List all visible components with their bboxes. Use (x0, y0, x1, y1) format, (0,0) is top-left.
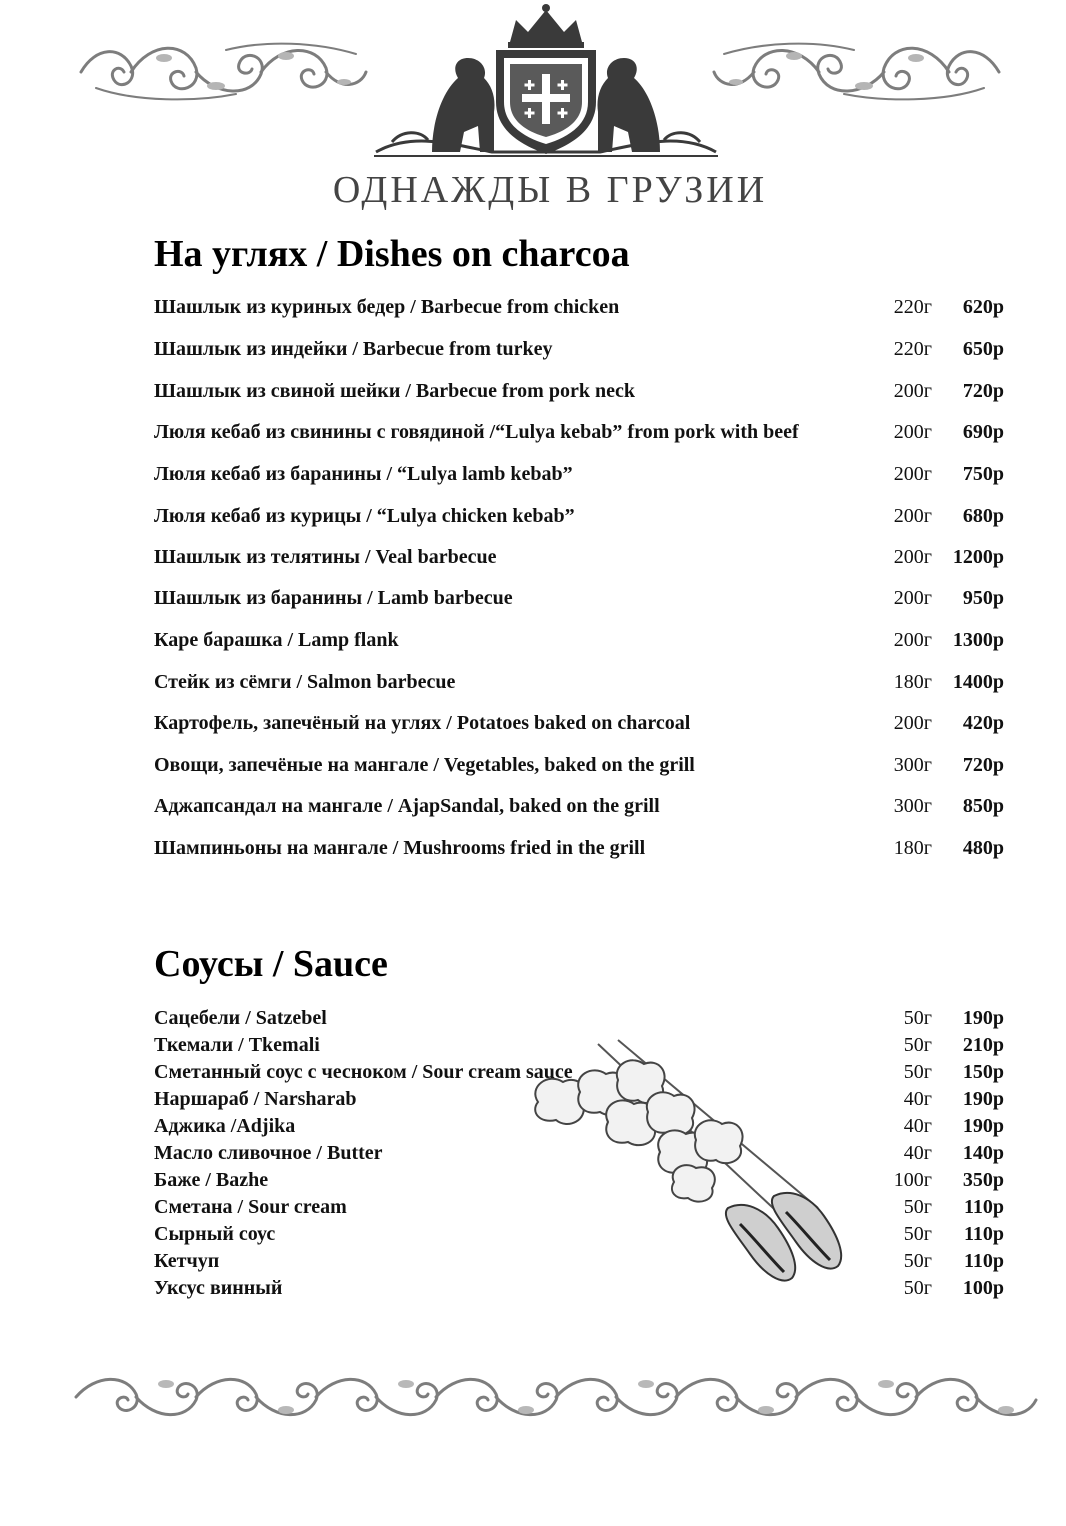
menu-item-weight: 300г (893, 754, 932, 776)
menu-item-price: 1300р (952, 629, 1004, 651)
menu-item-weight: 40г (903, 1115, 932, 1137)
baroque-ornament-right-icon (706, 36, 1004, 108)
menu-item-name: Стейк из сёмги / Salmon barbecue (154, 671, 456, 693)
menu-item (154, 1223, 1004, 1253)
menu-item-name: Шашлык из индейки / Barbecue from turkey (154, 338, 553, 360)
menu-item (154, 629, 1004, 659)
menu-item-weight: 200г (893, 712, 932, 734)
menu-item-price: 150р (962, 1061, 1004, 1083)
menu-item-name: Каре барашка / Lamp flank (154, 629, 399, 651)
menu-item-price: 690р (962, 421, 1004, 443)
menu-item-price: 720р (962, 754, 1004, 776)
menu-item-price: 100р (962, 1277, 1004, 1299)
menu-item-price: 190р (962, 1007, 1004, 1029)
menu-item-weight: 200г (893, 380, 932, 402)
menu-item-weight: 50г (903, 1034, 932, 1056)
menu-item-weight: 50г (903, 1223, 932, 1245)
menu-item-price: 110р (963, 1250, 1004, 1272)
menu-item-price: 480р (962, 837, 1004, 859)
menu-item-price: 850р (962, 795, 1004, 817)
menu-item (154, 505, 1004, 535)
menu-item-name: Люля кебаб из курицы / “Lulya chicken kebab” (154, 505, 575, 527)
menu-item-price: 210р (962, 1034, 1004, 1056)
menu-item-weight: 220г (893, 338, 932, 360)
menu-item-price: 650р (962, 338, 1004, 360)
menu-item (154, 338, 1004, 368)
menu-item-name: Люля кебаб из свинины с говядиной /“Lulya kebab” from pork with beef (154, 421, 799, 443)
menu-item (154, 1061, 1004, 1091)
menu-item (154, 1115, 1004, 1145)
menu-item (154, 1250, 1004, 1280)
menu-item-weight: 50г (903, 1250, 932, 1272)
menu-item (154, 1007, 1004, 1037)
menu-item (154, 1277, 1004, 1307)
menu-item-price: 190р (962, 1115, 1004, 1137)
menu-item-name: Шашлык из куриных бедер / Barbecue from chicken (154, 296, 620, 318)
menu-item-price: 720р (962, 380, 1004, 402)
menu-item-price: 420р (962, 712, 1004, 734)
menu-item-weight: 180г (893, 837, 932, 859)
menu-item-weight: 50г (903, 1007, 932, 1029)
menu-item (154, 463, 1004, 493)
section-title-charcoal: На углях / Dishes on charcoa (154, 233, 630, 275)
menu-item-weight: 200г (893, 505, 932, 527)
menu-item-price: 110р (963, 1223, 1004, 1245)
menu-item-weight: 40г (903, 1088, 932, 1110)
menu-item (154, 754, 1004, 784)
menu-item (154, 421, 1004, 451)
menu-item (154, 671, 1004, 701)
menu-item-price: 350р (962, 1169, 1004, 1191)
baroque-ornament-left-icon (76, 36, 371, 108)
menu-item-weight: 180г (893, 671, 932, 693)
crest-lions-shield-crown-icon (372, 2, 720, 160)
menu-item-weight: 200г (893, 546, 932, 568)
menu-item-weight: 200г (893, 463, 932, 485)
baroque-scroll-border-icon (70, 1368, 1042, 1426)
menu-item-price: 1200р (952, 546, 1004, 568)
menu-item-weight: 40г (903, 1142, 932, 1164)
menu-item (154, 1196, 1004, 1226)
menu-item-weight: 200г (893, 421, 932, 443)
menu-item-name: Ткемали / Tkemali (154, 1034, 320, 1056)
menu-item-name: Кетчуп (154, 1250, 220, 1272)
menu-item (154, 546, 1004, 576)
menu-item-name: Овощи, запечёные на мангале / Vegetables, baked on the grill (154, 754, 695, 776)
menu-item-name: Шашлык из телятины / Veal barbecue (154, 546, 497, 568)
menu-item-weight: 50г (903, 1196, 932, 1218)
menu-item-name: Шашлык из свиной шейки / Barbecue from pork neck (154, 380, 635, 402)
menu-item-weight: 200г (893, 587, 932, 609)
menu-item (154, 837, 1004, 867)
menu-item-price: 750р (962, 463, 1004, 485)
menu-item-name: Наршараб / Narsharab (154, 1088, 357, 1110)
menu-item-name: Люля кебаб из баранины / “Lulya lamb kebab” (154, 463, 573, 485)
menu-item-price: 1400р (952, 671, 1004, 693)
menu-item-name: Шампиньоны на мангале / Mushrooms fried in the grill (154, 837, 646, 859)
menu-item-price: 140р (962, 1142, 1004, 1164)
menu-item-name: Сметанный соус с чесноком / Sour cream sauce (154, 1061, 573, 1083)
menu-item (154, 1088, 1004, 1118)
menu-item-name: Сырный соус (154, 1223, 276, 1245)
menu-item-weight: 100г (893, 1169, 932, 1191)
menu-item-price: 950р (962, 587, 1004, 609)
menu-item-name: Сметана / Sour cream (154, 1196, 347, 1218)
restaurant-name: ОДНАЖДЫ В ГРУЗИИ (332, 169, 768, 211)
menu-item-name: Масло сливочное / Butter (154, 1142, 383, 1164)
menu-item-name: Аджика /Adjika (154, 1115, 296, 1137)
menu-item (154, 795, 1004, 825)
menu-item (154, 1142, 1004, 1172)
menu-item-weight: 220г (893, 296, 932, 318)
menu-item-name: Сацебели / Satzebel (154, 1007, 327, 1029)
menu-item (154, 1169, 1004, 1199)
menu-item-name: Баже / Bazhe (154, 1169, 269, 1191)
menu-item-price: 620р (962, 296, 1004, 318)
menu-item-weight: 200г (893, 629, 932, 651)
menu-item (154, 380, 1004, 410)
section-title-sauce: Соусы / Sauce (154, 943, 388, 985)
menu-item-name: Уксус винный (154, 1277, 283, 1299)
menu-item (154, 296, 1004, 326)
menu-item-name: Картофель, запечёный на углях / Potatoes baked on charcoal (154, 712, 691, 734)
menu-item (154, 712, 1004, 742)
menu-item-weight: 50г (903, 1277, 932, 1299)
menu-item (154, 587, 1004, 617)
menu-item-price: 110р (963, 1196, 1004, 1218)
menu-item-weight: 50г (903, 1061, 932, 1083)
menu-item (154, 1034, 1004, 1064)
menu-item-weight: 300г (893, 795, 932, 817)
menu-item-name: Аджапсандал на мангале / AjapSandal, baked on the grill (154, 795, 660, 817)
menu-item-price: 680р (962, 505, 1004, 527)
menu-item-price: 190р (962, 1088, 1004, 1110)
menu-item-name: Шашлык из баранины / Lamb barbecue (154, 587, 513, 609)
